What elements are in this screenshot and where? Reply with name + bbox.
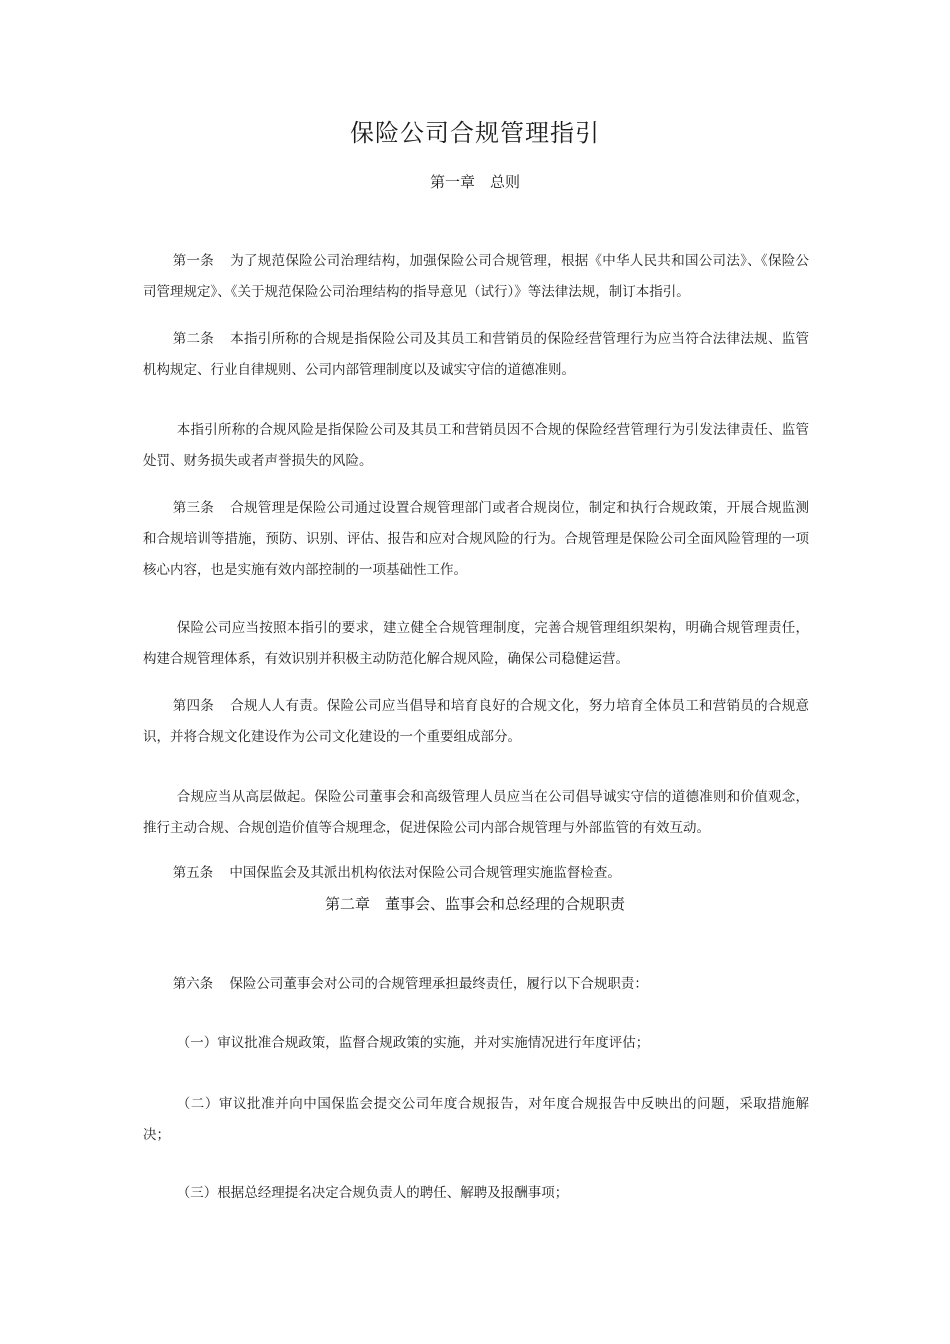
- article-text: 为了规范保险公司治理结构，加强保险公司合规管理，根据《中华人民共和国公司法》、《保险公司管理规定》、《关于规范保险公司治理结构的指导意见（试行）》等法律法规，制订本指引。: [143, 253, 810, 300]
- article-4: [143, 691, 809, 753]
- list-item-3: （三）根据总经理提名决定合规负责人的聘任、解聘及报酬事项；: [176, 1185, 569, 1201]
- article-text: 保险公司应当按照本指引的要求，建立健全合规管理制度，完善合规管理组织架构，明确合规管理责任，构建合规管理体系，有效识别并积极主动防范化解合规风险，确保公司稳健运营。: [143, 620, 809, 667]
- article-text: 本指引所称的合规风险是指保险公司及其员工和营销员因不合规的保险经营管理行为引发法律责任、监管处罚、财务损失或者声誉损失的风险。: [143, 422, 809, 469]
- article-label: 第六条: [172, 976, 214, 992]
- article-text: 合规管理是保险公司通过设置合规管理部门或者合规岗位，制定和执行合规政策，开展合规监测和合规培训等措施，预防、识别、评估、报告和应对合规风险的行为。合规管理是保险公司全面风险管理的一项核心内容，也是实施有效内部控制的一项基础性工作。: [143, 500, 810, 578]
- article-4-paragraph-2: [143, 782, 809, 844]
- article-2-paragraph-2: [143, 415, 809, 477]
- article-text: 中国保监会及其派出机构依法对保险公司合规管理实施监督检查。: [229, 865, 621, 881]
- article-label: 第三条: [172, 500, 215, 516]
- article-2: [143, 324, 809, 386]
- article-3-paragraph-2: [143, 613, 809, 675]
- article-text: 保险公司董事会对公司的合规管理承担最终责任，履行以下合规职责：: [229, 976, 648, 992]
- article-label: 第二条: [172, 331, 215, 347]
- article-text: 本指引所称的合规是指保险公司及其员工和营销员的保险经营管理行为应当符合法律法规、监管机构规定、行业自律规则、公司内部管理制度以及诚实守信的道德准则。: [143, 331, 810, 378]
- article-text: 合规人人有责。保险公司应当倡导和培育良好的合规文化，努力培育全体员工和营销员的合规意识，并将合规文化建设作为公司文化建设的一个重要组成部分。: [143, 698, 810, 745]
- article-text: 合规应当从高层做起。保险公司董事会和高级管理人员应当在公司倡导诚实守信的道德准则和价值观念，推行主动合规、合规创造价值等合规理念，促进保险公司内部合规管理与外部监管的有效互动。: [143, 789, 809, 836]
- article-label: 第四条: [172, 698, 215, 714]
- chapter-heading-1: 第一章 总则: [429, 173, 520, 191]
- chapter-heading-2: 第二章 董事会、监事会和总经理的合规职责: [324, 895, 625, 913]
- article-label: 第一条: [172, 253, 215, 269]
- list-item-1: （一）审议批准合规政策，监督合规政策的实施，并对实施情况进行年度评估；: [176, 1035, 650, 1051]
- article-6: [143, 969, 809, 1000]
- article-1: [143, 246, 809, 308]
- article-label: 第五条: [172, 865, 214, 881]
- article-3: [143, 493, 809, 586]
- list-item-2: （二）审议批准并向中国保监会提交公司年度合规报告，对年度合规报告中反映出的问题，采取措施解决；: [143, 1096, 809, 1143]
- article-5: [143, 858, 809, 889]
- document-title: 保险公司合规管理指引: [350, 119, 600, 147]
